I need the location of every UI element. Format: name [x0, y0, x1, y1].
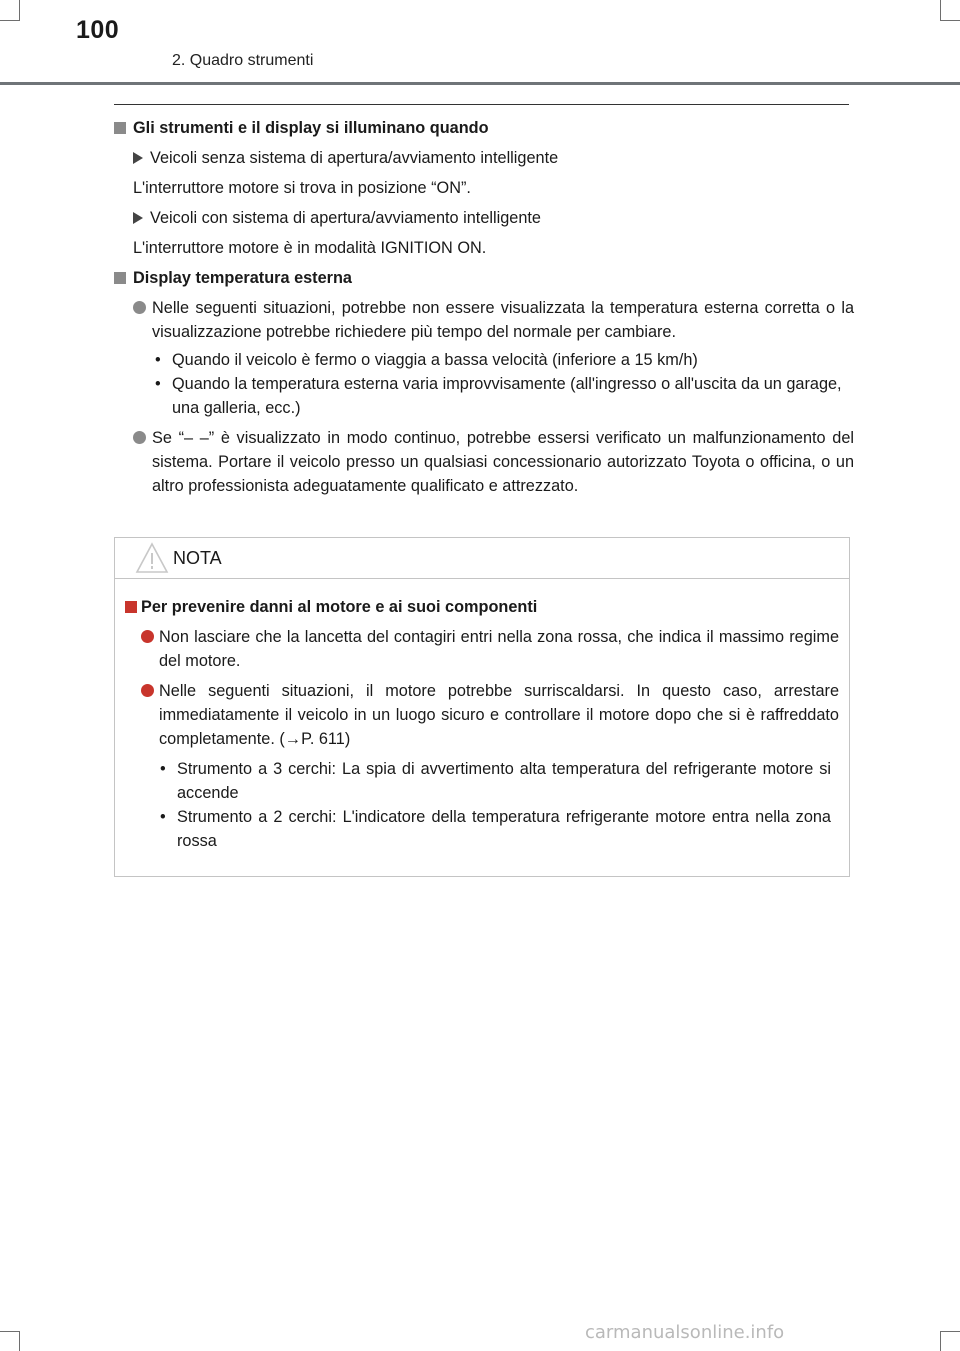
- list-item-text: Nelle seguenti situazioni, potrebbe non essere visualizzata la temperatura esterna corretta o la visualizzazione potrebbe richiedere più tempo del normale per cambiare.: [152, 299, 854, 341]
- round-bullet-icon: [141, 630, 154, 643]
- bullet-char: •: [160, 760, 166, 778]
- sub-bullet-text: Quando la temperatura esterna varia improvvisamente (all'ingresso o all'uscita da un garage, una galleria, ecc.): [172, 375, 842, 417]
- list-item: [114, 296, 854, 344]
- body-text: L'interruttore motore si trova in posizione “ON”.: [133, 179, 471, 197]
- heading-text: Display temperatura esterna: [133, 269, 352, 287]
- header-rule: [0, 82, 960, 85]
- main-content: [114, 116, 854, 504]
- list-item-text: Nelle seguenti situazioni, il motore potrebbe surriscaldarsi. In questo caso, arrestare immediatamente il veicolo in un luogo sicuro e controllare il motore dopo che si è raffreddato completamente. (→P. 611): [159, 682, 839, 748]
- crop-mark: [19, 1331, 20, 1351]
- sub-bullet: [114, 372, 854, 420]
- section-heading: [114, 116, 854, 140]
- round-bullet-icon: [141, 684, 154, 697]
- condition-text: Veicoli senza sistema di apertura/avviamento intelligente: [150, 149, 559, 167]
- note-list-item: [115, 679, 845, 751]
- condition-line: [114, 146, 854, 170]
- crop-mark: [940, 1331, 941, 1351]
- bullet-char: •: [155, 351, 161, 369]
- watermark: carmanualsonline.info: [585, 1322, 785, 1343]
- note-header: [115, 538, 849, 579]
- crop-mark: [940, 20, 960, 21]
- sub-bullet: [114, 348, 854, 372]
- sub-bullet-text: Strumento a 3 cerchi: La spia di avvertimento alta temperatura del refrigerante motore si accende: [177, 760, 831, 802]
- bullet-char: •: [160, 808, 166, 826]
- bullet-char: •: [155, 375, 161, 393]
- condition-line: [114, 206, 854, 230]
- note-heading: [115, 595, 845, 619]
- triangle-marker-icon: [133, 212, 143, 224]
- page-number: 100: [76, 16, 120, 44]
- round-bullet-icon: [133, 431, 146, 444]
- sub-bullet-text: Quando il veicolo è fermo o viaggia a bassa velocità (inferiore a 15 km/h): [172, 351, 698, 369]
- square-marker-icon: [114, 122, 126, 134]
- warning-triangle-icon: [135, 542, 169, 574]
- section-heading: [114, 266, 854, 290]
- note-body: [115, 595, 845, 853]
- square-marker-icon: [125, 601, 137, 613]
- round-bullet-icon: [133, 301, 146, 314]
- note-title: NOTA: [173, 548, 222, 568]
- sub-bullet: [115, 805, 845, 853]
- crop-mark: [0, 20, 20, 21]
- note-box: [114, 537, 850, 877]
- list-item: [114, 426, 854, 498]
- divider: [114, 104, 849, 105]
- crop-mark: [19, 0, 20, 20]
- list-item-text: Se “– –” è visualizzato in modo continuo, potrebbe essersi verificato un malfunzionamento del sistema. Portare il veicolo presso un qualsiasi concessionario autorizzato Toyota o officina, o un altro professionista adeguatamente qualificato e attrezzato.: [152, 429, 854, 495]
- crop-mark: [0, 1331, 20, 1332]
- heading-text: Per prevenire danni al motore e ai suoi componenti: [141, 598, 538, 616]
- triangle-marker-icon: [133, 152, 143, 164]
- sub-bullet-text: Strumento a 2 cerchi: L'indicatore della temperatura refrigerante motore entra nella zona rossa: [177, 808, 831, 850]
- body-text: L'interruttore motore è in modalità IGNITION ON.: [133, 239, 487, 257]
- crop-mark: [940, 0, 941, 20]
- condition-text: Veicoli con sistema di apertura/avviamento intelligente: [150, 209, 541, 227]
- crop-mark: [940, 1331, 960, 1332]
- section-title: 2. Quadro strumenti: [172, 52, 314, 69]
- note-list-item: [115, 625, 845, 673]
- heading-text: Gli strumenti e il display si illuminano quando: [133, 119, 489, 137]
- sub-bullet: [115, 757, 845, 805]
- square-marker-icon: [114, 272, 126, 284]
- list-item-text: Non lasciare che la lancetta del contagiri entri nella zona rossa, che indica il massimo regime del motore.: [159, 628, 839, 670]
